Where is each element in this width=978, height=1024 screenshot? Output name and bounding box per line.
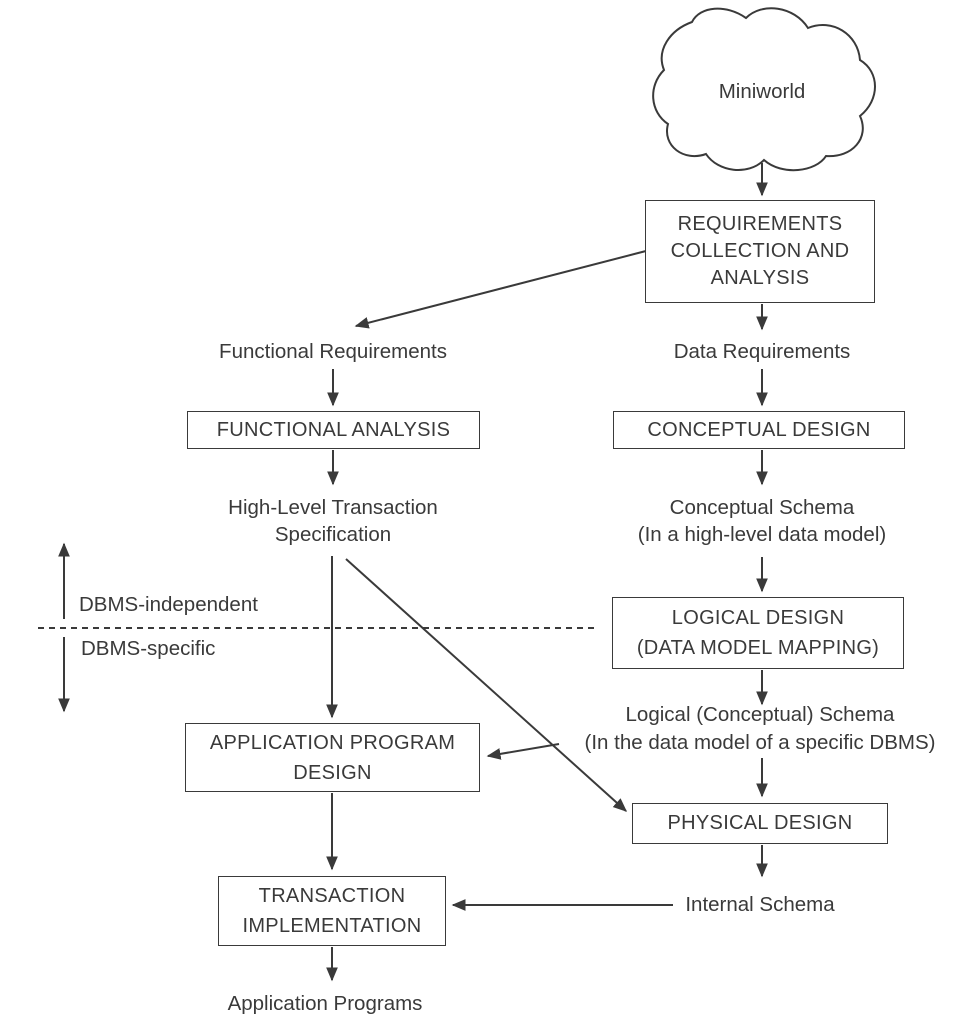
- transaction-implementation-label-line1: TRANSACTION: [258, 885, 406, 907]
- logical-schema-line1: Logical (Conceptual) Schema: [625, 703, 895, 726]
- arrow-requirements-to-functional-requirements: [356, 251, 646, 326]
- application-program-design-box: [185, 723, 480, 792]
- conceptual-schema-label: [638, 494, 886, 548]
- miniworld-label: Miniworld: [718, 80, 806, 103]
- data-requirements-label: Data Requirements: [673, 340, 851, 363]
- logical-design-label-line2: (DATA MODEL MAPPING): [636, 637, 880, 659]
- requirements-collection-label-line2: COLLECTION AND: [670, 240, 850, 262]
- requirements-collection-box: [645, 200, 875, 303]
- physical-design-box: [632, 803, 888, 844]
- requirements-collection-label-line3: ANALYSIS: [710, 267, 810, 289]
- logical-schema-label: [585, 701, 936, 757]
- logical-design-label-line1: LOGICAL DESIGN: [671, 607, 845, 629]
- logical-design-box: [612, 597, 904, 669]
- application-program-design-label-line2: DESIGN: [293, 761, 372, 784]
- high-level-transaction-spec-line2: Specification: [274, 523, 392, 546]
- high-level-transaction-spec-label: [228, 494, 438, 548]
- conceptual-design-box: [613, 411, 905, 449]
- physical-design-label: PHYSICAL DESIGN: [667, 812, 853, 834]
- arrow-logical-schema-to-application-program-design: [488, 744, 559, 756]
- dbms-independent-label: DBMS-independent: [79, 593, 258, 616]
- logical-schema-line2: (In the data model of a specific DBMS): [584, 731, 936, 754]
- transaction-implementation-label-line2: IMPLEMENTATION: [242, 915, 422, 937]
- functional-analysis-box: [187, 411, 480, 449]
- transaction-implementation-box: [218, 876, 446, 946]
- conceptual-schema-line1: Conceptual Schema: [669, 496, 855, 519]
- application-program-design-label-line1: APPLICATION PROGRAM: [209, 731, 456, 754]
- dbms-specific-label: DBMS-specific: [81, 637, 216, 660]
- functional-analysis-label: FUNCTIONAL ANALYSIS: [216, 418, 451, 441]
- conceptual-design-label: CONCEPTUAL DESIGN: [647, 418, 871, 441]
- conceptual-schema-line2: (In a high-level data model): [637, 523, 887, 546]
- functional-requirements-label: Functional Requirements: [219, 340, 447, 363]
- internal-schema-label: Internal Schema: [685, 893, 835, 916]
- requirements-collection-label-line1: REQUIREMENTS: [677, 213, 843, 235]
- application-programs-label: Application Programs: [227, 992, 423, 1015]
- high-level-transaction-spec-line1: High-Level Transaction: [228, 496, 438, 519]
